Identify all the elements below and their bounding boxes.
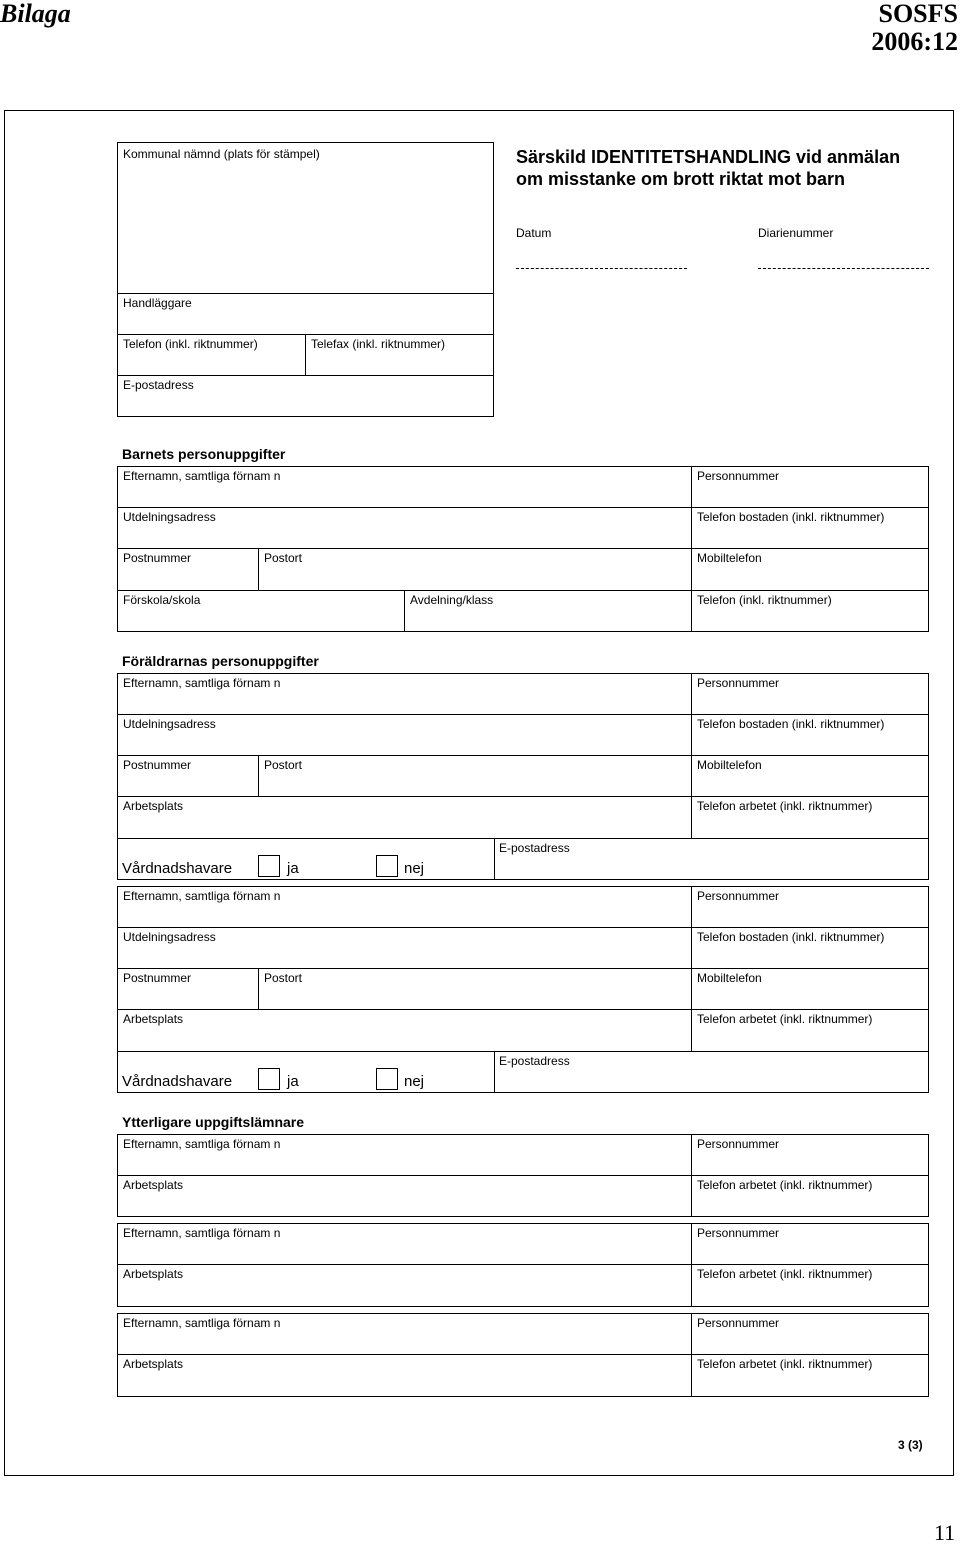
parent1-address-label[interactable]: Utdelningsadress [123,717,216,731]
form-title-line1: Särskild IDENTITETSHANDLING vid anmälan [516,147,901,167]
parent2-name-label[interactable]: Efternamn, samtliga förnam n [123,889,281,903]
divider [691,673,692,839]
divider [117,507,929,508]
parent1-email-label[interactable]: E-postadress [499,841,570,855]
additional3-tel-work-label[interactable]: Telefon arbetet (inkl. riktnummer) [697,1357,873,1371]
additional1-name-label[interactable]: Efternamn, samtliga förnam n [123,1137,281,1151]
child-address-label[interactable]: Utdelningsadress [123,510,216,524]
divider [117,1175,929,1176]
header-sosfs: SOSFS [878,0,958,28]
form-title-line2: om misstanke om brott riktat mot barn [516,169,846,189]
additional2-work-label[interactable]: Arbetsplats [123,1267,184,1281]
stamp-label: Kommunal nämnd (plats för stämpel) [123,147,320,161]
form-title [516,146,900,190]
divider [258,968,259,1009]
guardian-yes-label: ja [287,860,299,877]
parent2-email-label[interactable]: E-postadress [499,1054,570,1068]
guardian-no-label: nej [404,1073,425,1090]
divider [117,1354,929,1355]
additional1-work-label[interactable]: Arbetsplats [123,1178,184,1192]
parent2-address-label[interactable]: Utdelningsadress [123,930,216,944]
parent1-box [117,673,929,839]
guardian-yes-checkbox[interactable] [258,855,280,877]
additional3-pnr-label[interactable]: Personnummer [697,1316,780,1330]
divider [258,548,259,590]
child-tel-label[interactable]: Telefon (inkl. riktnummer) [697,593,832,607]
parent1-tel-work-label[interactable]: Telefon arbetet (inkl. riktnummer) [697,799,873,813]
divider [117,927,929,928]
child-tel-home-label[interactable]: Telefon bostaden (inkl. riktnummer) [697,510,885,524]
divider [117,1264,929,1265]
parent1-postort-label[interactable]: Postort [264,758,303,772]
datum-label: Datum [516,226,552,240]
parent2-work-label[interactable]: Arbetsplats [123,1012,184,1026]
additional2-name-label[interactable]: Efternamn, samtliga förnam n [123,1226,281,1240]
divider [305,334,306,375]
guardian-label: Vårdnadshavare [122,1073,233,1090]
divider [691,1313,692,1397]
child-klass-label[interactable]: Avdelning/klass [410,593,494,607]
additional3-work-label[interactable]: Arbetsplats [123,1357,184,1371]
child-box [117,466,929,632]
parent1-postnr-label[interactable]: Postnummer [123,758,192,772]
divider [117,548,929,549]
additional2-tel-work-label[interactable]: Telefon arbetet (inkl. riktnummer) [697,1267,873,1281]
divider [494,839,495,880]
divider [117,755,929,756]
epost-label[interactable]: E-postadress [123,378,194,392]
guardian-yes-label: ja [287,1073,299,1090]
page-indicator: 3 (3) [898,1438,923,1452]
child-mobile-label[interactable]: Mobiltelefon [697,551,762,565]
diarienummer-field[interactable] [758,268,929,269]
child-pnr-label[interactable]: Personnummer [697,469,780,483]
child-name-label[interactable]: Efternamn, samtliga förnam n [123,469,281,483]
header-left: Bilaga [0,0,71,28]
parent2-box [117,886,929,1052]
child-heading: Barnets personuppgifter [122,446,286,462]
datum-field[interactable] [516,268,687,269]
diarienummer-label: Diarienummer [758,226,834,240]
header-sosfs-number: 2006:12 [871,27,958,56]
telefon-label[interactable]: Telefon (inkl. riktnummer) [123,337,258,351]
parent2-postort-label[interactable]: Postort [264,971,303,985]
additional3-name-label[interactable]: Efternamn, samtliga förnam n [123,1316,281,1330]
header-right [871,0,958,56]
divider [117,968,929,969]
divider [117,1009,929,1010]
child-postnr-label[interactable]: Postnummer [123,551,192,565]
guardian-label: Vårdnadshavare [122,860,233,877]
additional1-pnr-label[interactable]: Personnummer [697,1137,780,1151]
parent1-name-label[interactable]: Efternamn, samtliga förnam n [123,676,281,690]
guardian-no-label: nej [404,860,425,877]
divider [404,590,405,632]
parents-heading: Föräldrarnas personuppgifter [122,653,319,669]
parent1-mobile-label[interactable]: Mobiltelefon [697,758,762,772]
guardian-no-checkbox[interactable] [376,855,398,877]
parent2-tel-work-label[interactable]: Telefon arbetet (inkl. riktnummer) [697,1012,873,1026]
divider [691,886,692,1052]
handlaggare-label[interactable]: Handläggare [123,296,192,310]
parent2-postnr-label[interactable]: Postnummer [123,971,192,985]
divider [117,796,929,797]
additional2-pnr-label[interactable]: Personnummer [697,1226,780,1240]
parent2-pnr-label[interactable]: Personnummer [697,889,780,903]
page-number: 11 [934,1520,956,1545]
additional-heading: Ytterligare uppgiftslämnare [122,1114,305,1130]
divider [691,466,692,632]
divider [117,375,494,376]
parent1-work-label[interactable]: Arbetsplats [123,799,184,813]
guardian-no-checkbox[interactable] [376,1068,398,1090]
divider [258,755,259,796]
guardian-yes-checkbox[interactable] [258,1068,280,1090]
child-postort-label[interactable]: Postort [264,551,303,565]
telefax-label[interactable]: Telefax (inkl. riktnummer) [311,337,446,351]
parent2-tel-home-label[interactable]: Telefon bostaden (inkl. riktnummer) [697,930,885,944]
divider [494,1052,495,1093]
parent2-mobile-label[interactable]: Mobiltelefon [697,971,762,985]
parent1-pnr-label[interactable]: Personnummer [697,676,780,690]
additional1-tel-work-label[interactable]: Telefon arbetet (inkl. riktnummer) [697,1178,873,1192]
parent1-tel-home-label[interactable]: Telefon bostaden (inkl. riktnummer) [697,717,885,731]
divider [117,714,929,715]
divider [117,293,494,294]
divider [117,590,929,591]
divider [691,1223,692,1307]
child-school-label[interactable]: Förskola/skola [123,593,201,607]
